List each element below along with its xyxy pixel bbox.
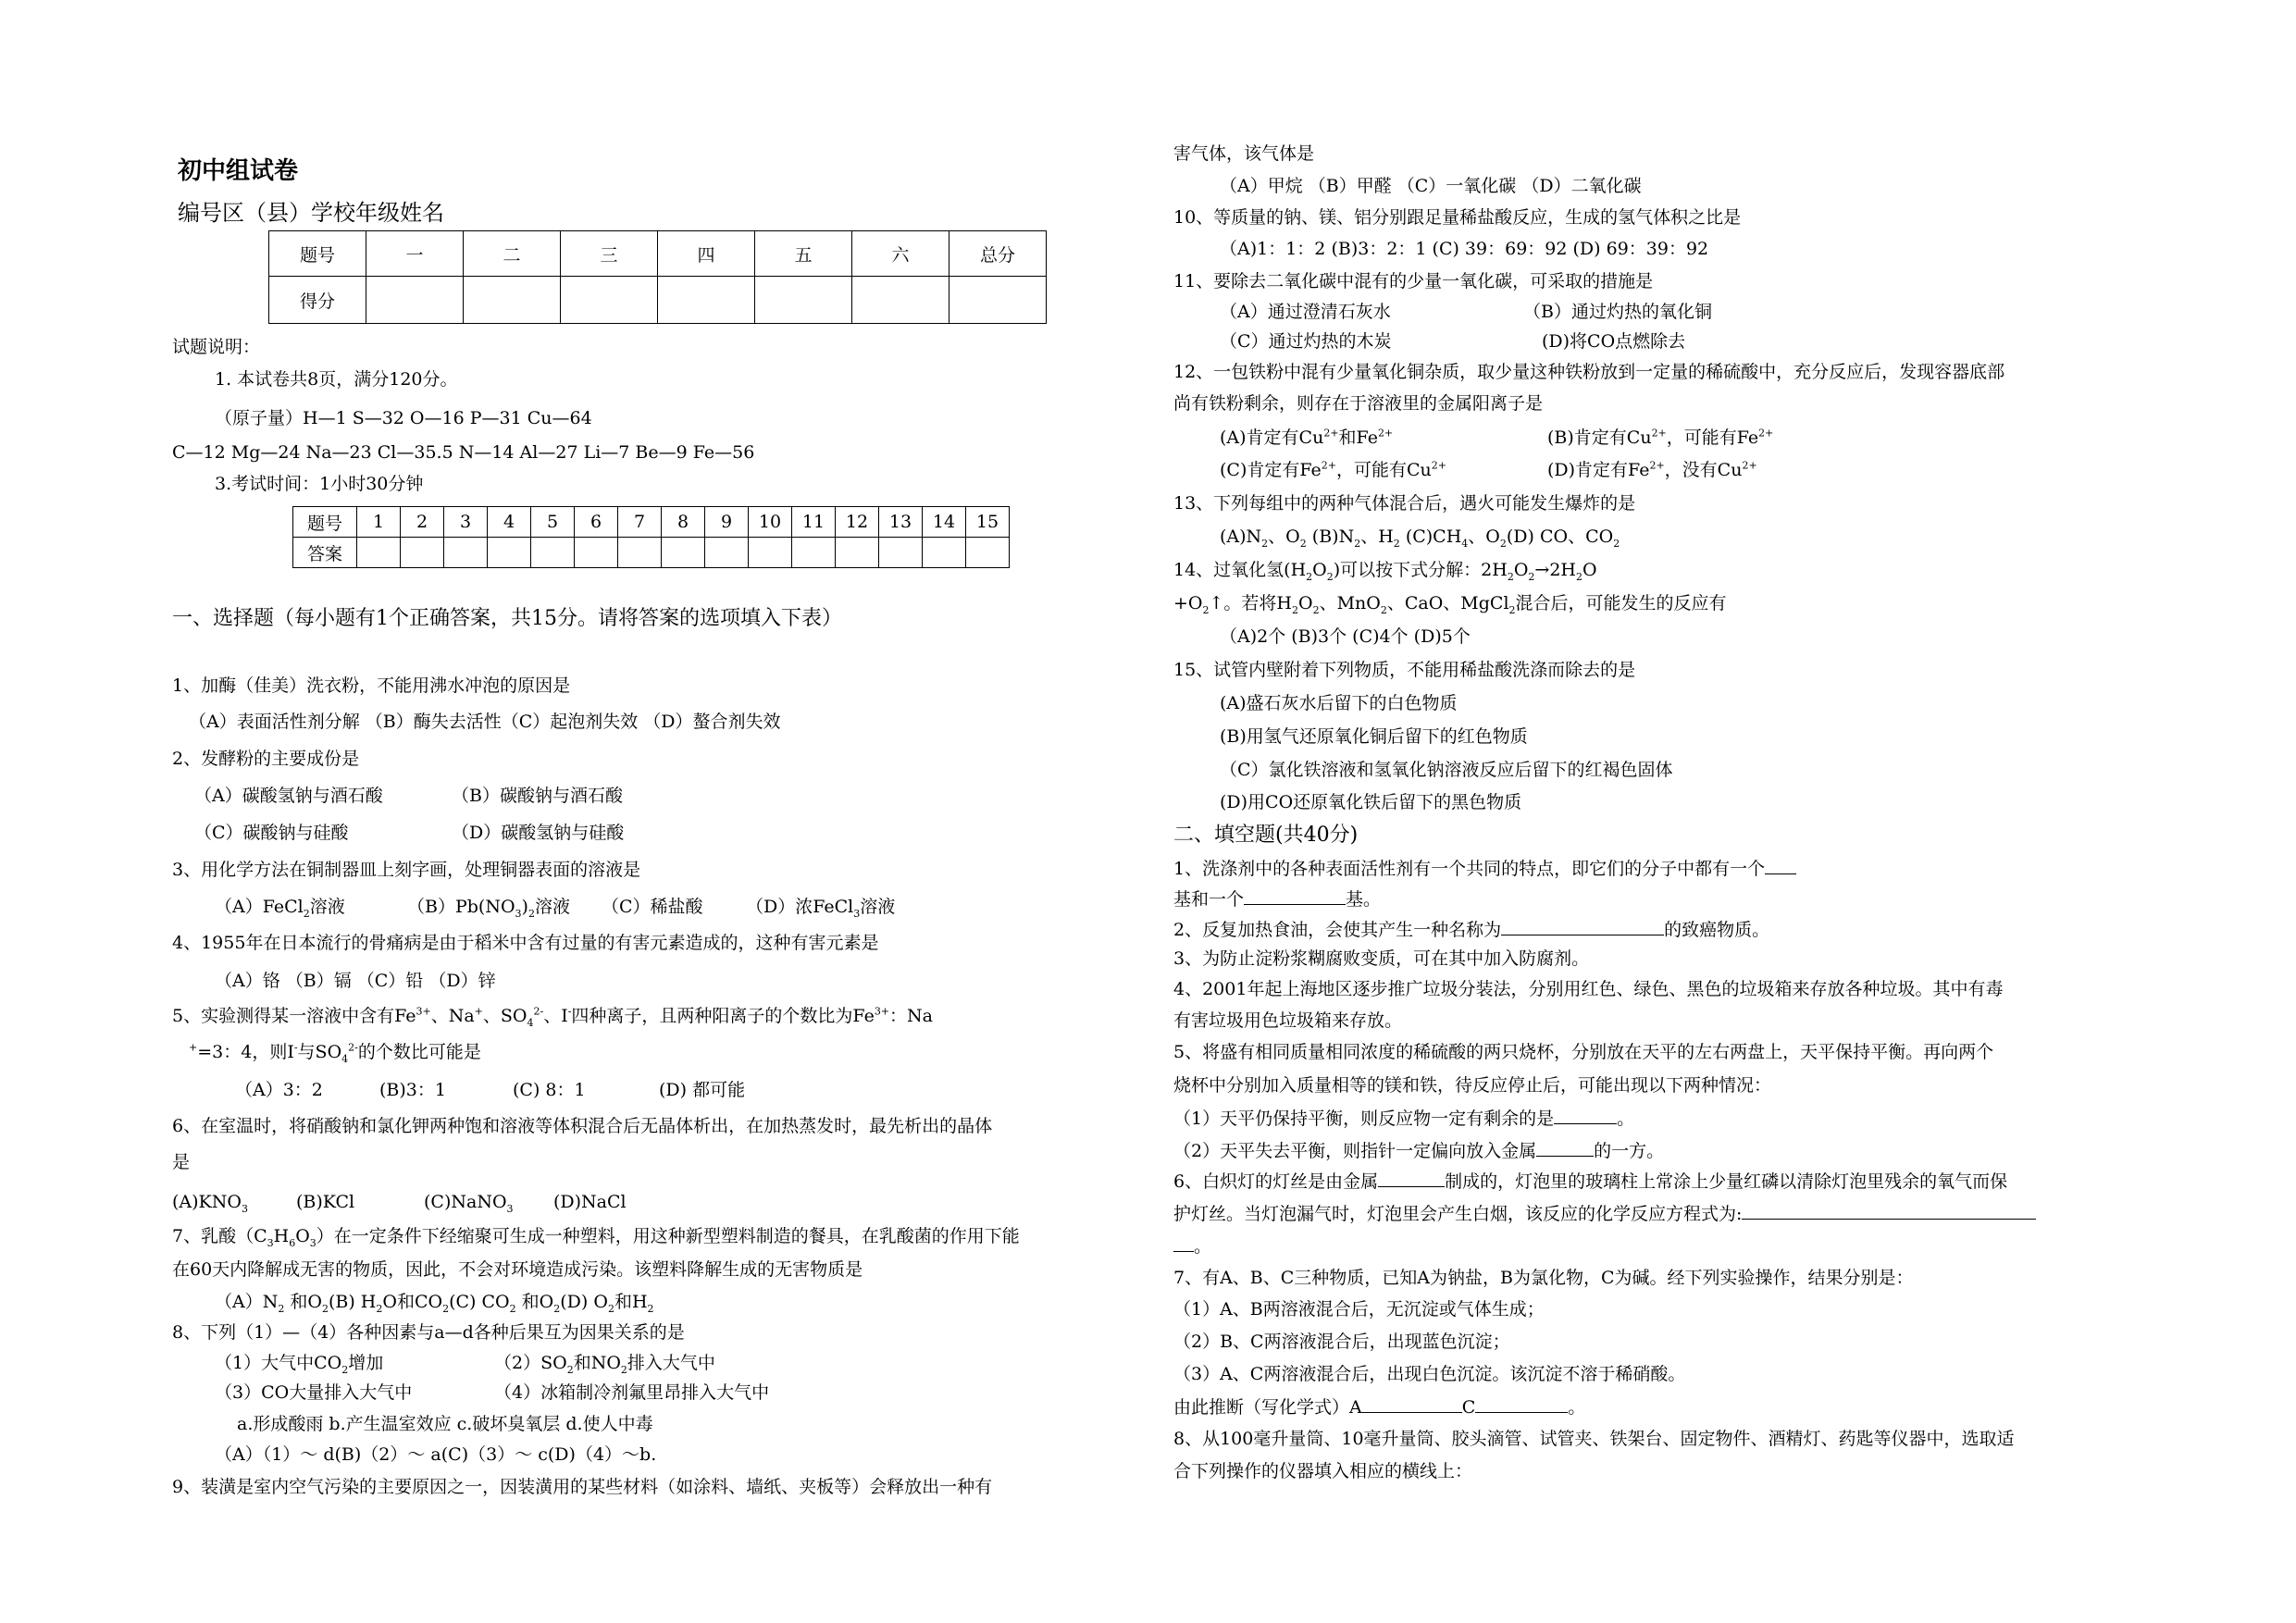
question-option: (B)3：1 (379, 1080, 446, 1100)
question-option: （C）氯化铁溶液和氢氧化钠溶液反应后留下的红褐色固体 (1220, 760, 1673, 780)
score-input-cell[interactable] (366, 277, 464, 324)
question-cont: $+O_2↑$。若将$H_2O_2$、MnO$_2$、CaO、MgCl$_2$混合后，可能发生的反应有 (1173, 593, 1727, 616)
question: 8、下列（1）—（4）各种因素与a—d各种后果互为因果关系的是 (172, 1322, 685, 1343)
question-option: (B)KCl (296, 1192, 355, 1212)
question-option: (B)肯定有$Cu^{2+}$，可能有$Fe^{2+}$ (1547, 427, 1774, 448)
answer-number-cell: 9 (705, 507, 749, 538)
question-option: (D)将CO点燃除去 (1542, 331, 1686, 352)
question-option: （C）稀盐酸 (602, 897, 703, 917)
answer-number-cell: 3 (444, 507, 488, 538)
question-cont: 基和一个 基。 (1173, 889, 1382, 910)
question-option: （C）通过灼热的木炭 (1220, 331, 1392, 352)
question: 6、白炽灯的灯丝是由金属 制成的，灯泡里的玻璃柱上常涂上少量红磷以清除灯泡里残余的氧气而保 (1173, 1171, 2008, 1192)
question: 9、装潢是室内空气污染的主要原因之一，因装潢用的某些材料（如涂料、墙纸、夹板等）会释放出一种有 (172, 1477, 993, 1497)
question: 4、1955年在日本流行的骨痛病是由于稻米中含有过量的有害元素造成的，这种有害元素是 (172, 933, 879, 953)
question: 7、有A、B、C三种物质，已知A为钠盐，B为氯化物，C为碱。经下列实验操作，结果分别是： (1173, 1268, 1914, 1288)
question-cont: 护灯丝。当灯泡漏气时，灯泡里会产生白烟，该反应的化学反应方程式为: (1173, 1204, 2036, 1223)
fill-blank[interactable] (1765, 859, 1796, 874)
question-cont: 尚有铁粉剩余，则存在于溶液里的金属阳离子是 (1173, 393, 1544, 414)
question: 4、2001年起上海地区逐步推广垃圾分装法，分别用红色、绿色、黑色的垃圾箱来存放各种垃圾。其中有毒 (1173, 979, 2004, 999)
answer-input-cell[interactable] (575, 538, 618, 568)
question: 6、在室温时，将硝酸钠和氯化钾两种饱和溶液等体积混合后无晶体析出，在加热蒸发时，最先析出的晶体 (172, 1116, 993, 1136)
question-option: （C）碳酸钠与硅酸 (194, 823, 349, 843)
question-option: （B）通过灼热的氧化铜 (1523, 302, 1712, 322)
answer-table (292, 506, 1010, 568)
answer-number-cell: 10 (749, 507, 792, 538)
question: 15、试管内壁附着下列物质，不能用稀盐酸洗涤而除去的是 (1173, 660, 1636, 680)
question-option: (A)肯定有$Cu^{2+}$和$Fe^{2+}$ (1220, 427, 1394, 448)
question: 14、过氧化氢$(H_2O_2)$可以按下式分解：$2H_2O_2\to 2H_2O$ (1173, 560, 1597, 583)
fill-blank[interactable] (1536, 1141, 1594, 1157)
answer-header-cell: 题号 (293, 507, 357, 538)
question-option: （D）浓FeCl$_3$溶液 (746, 897, 896, 920)
question: 5、将盛有相同质量相同浓度的稀硫酸的两只烧杯，分别放在天平的左右两盘上，天平保持平衡。再向两个 (1173, 1042, 1994, 1062)
answer-number-cell: 5 (531, 507, 575, 538)
question: 1、加酶（佳美）洗衣粉，不能用沸水冲泡的原因是 (172, 675, 571, 696)
score-table-row (269, 231, 1047, 277)
answer-number-cell: 7 (618, 507, 662, 538)
answer-input-cell[interactable] (401, 538, 444, 568)
question-option: $(2)SO_2$和$NO_2$排入大气中 (494, 1353, 715, 1376)
question: 10、等质量的钠、镁、铝分别跟足量稀盐酸反应，生成的氢气体积之比是 (1173, 207, 1742, 228)
question-option: （A）FeCl$_2$溶液 (215, 897, 345, 920)
answer-input-cell[interactable] (531, 538, 575, 568)
answer-input-cell[interactable] (966, 538, 1010, 568)
question: 2、反复加热食油，会使其产生一种名称为 的致癌物质。 (1173, 920, 1770, 940)
question-option: (B)用氢气还原氧化铜后留下的红色物质 (1220, 726, 1528, 747)
fill-blank[interactable] (1362, 1397, 1462, 1413)
question-option: (C)肯定有$Fe^{2+}$，可能有$Cu^{2+}$ (1220, 459, 1446, 480)
answer-input-cell[interactable] (662, 538, 705, 568)
info-line: 编号区（县）学校年级姓名 (178, 200, 444, 226)
instructions-item: 3.考试时间：1小时30分钟 (215, 474, 424, 494)
atomic-mass-line: （原子量）H—1 S—32 O—16 P—31 Cu—64 (215, 408, 592, 428)
instructions-heading: 试题说明： (172, 337, 261, 357)
question-option: (D)NaCl (553, 1192, 627, 1212)
answer-number-cell: 12 (836, 507, 879, 538)
answer-number-cell: 2 (401, 507, 444, 538)
page-title: 初中组试卷 (178, 157, 299, 185)
answer-input-cell[interactable] (836, 538, 879, 568)
score-cell: 总分 (949, 231, 1047, 277)
score-input-cell[interactable] (852, 277, 949, 324)
question-sub: 由此推断（写化学式）A C 。 (1173, 1397, 1586, 1418)
question-options: $(A)N_2$、$O_2$ $(B)N_2$、$H_2$ $(C)CH_4$、$O_2(D)$ CO、$CO_2$ (1220, 527, 1620, 550)
question-cont: 在60天内降解成无害的物质，因此，不会对环境造成污染。该塑料降解生成的无害物质是 (172, 1259, 863, 1280)
question: 13、下列每组中的两种气体混合后，遇火可能发生爆炸的是 (1173, 493, 1636, 514)
answer-number-cell: 8 (662, 507, 705, 538)
question-option: （B）碳酸钠与酒石酸 (452, 786, 623, 806)
score-table (268, 230, 1047, 324)
question: 11、要除去二氧化碳中混有的少量一氧化碳，可采取的措施是 (1173, 271, 1654, 291)
score-input-cell[interactable] (658, 277, 755, 324)
section-heading: 二、填空题(共40分) (1173, 824, 1359, 847)
question-option: (C)NaNO$_3$ (424, 1192, 514, 1215)
answer-label-cell: 答案 (293, 538, 357, 568)
fill-blank[interactable] (1173, 1236, 1194, 1252)
fill-blank[interactable] (1475, 1397, 1568, 1413)
question: 5、实验测得某一溶液中含有$Fe^{3+}$、Na+、$SO_4^{2-}$、I-四种离子，且两种阳离子的个数比为$Fe^{3+}$：Na (172, 1005, 933, 1029)
fill-blank[interactable] (1378, 1171, 1445, 1187)
score-cell: 四 (658, 231, 755, 277)
answer-input-cell[interactable] (618, 538, 662, 568)
question-options: （A)2个 (B)3个 (C)4个 (D)5个 (1220, 626, 1471, 647)
question-sub: （2）天平失去平衡，则指针一定偏向放入金属 的一方。 (1173, 1141, 1665, 1161)
question-option: （A）3：2 (235, 1080, 323, 1100)
score-table-row (269, 277, 1047, 324)
score-cell: 五 (755, 231, 852, 277)
answer-number-cell: 15 (966, 507, 1010, 538)
score-cell: 一 (366, 231, 464, 277)
fill-blank[interactable] (1501, 920, 1664, 935)
question: 7、乳酸$(C_3H_6O_3)$在一定条件下经缩聚可生成一种塑料，用这种新型塑料制造的餐具，在乳酸菌的作用下能 (172, 1226, 1020, 1249)
question-options: $(A)N_2$ 和$O_2(B)$ $H_2O$和$CO_2(C)$ $CO_2$ 和$O_2(D)$ $O_2$和$H_2$ (215, 1292, 654, 1315)
question-option: （4）冰箱制冷剂氟里昂排入大气中 (494, 1382, 770, 1403)
answer-number-cell: 14 (923, 507, 966, 538)
question-sub: （1）A、B两溶液混合后，无沉淀或气体生成； (1173, 1299, 1545, 1319)
fill-blank[interactable] (1554, 1109, 1617, 1124)
answer-input-cell[interactable] (792, 538, 836, 568)
answer-input-cell[interactable] (705, 538, 749, 568)
question-cont: 有害垃圾用色垃圾箱来存放。 (1173, 1010, 1403, 1031)
question-options: （A）甲烷 （B）甲醛 （C）一氧化碳 （D）二氧化碳 (1220, 176, 1642, 196)
answer-input-cell[interactable] (488, 538, 531, 568)
question-option: (D)肯定有$Fe^{2+}$，没有$Cu^{2+}$ (1547, 459, 1757, 480)
score-cell: 题号 (269, 231, 366, 277)
question-option: (D) 都可能 (659, 1080, 746, 1100)
answer-input-cell[interactable] (923, 538, 966, 568)
answer-table-row (293, 538, 1010, 568)
question-cont: 合下列操作的仪器填入相应的横线上： (1173, 1461, 1473, 1481)
atomic-mass-line: C—12 Mg—24 Na—23 Cl—35.5 N—14 Al—27 Li—7 Be—9 Fe—56 (172, 442, 755, 463)
question-cont: 害气体，该气体是 (1173, 143, 1315, 164)
question-option: （D）碳酸氢钠与硅酸 (452, 823, 625, 843)
question-option: (A)盛石灰水后留下的白色物质 (1220, 693, 1458, 713)
instructions-item: 1. 本试卷共8页，满分120分。 (215, 369, 458, 390)
question-cont: 。 (1173, 1236, 1211, 1256)
question: 3、用化学方法在铜制器皿上刻字画，处理铜器表面的溶液是 (172, 860, 641, 880)
answer-input-cell[interactable] (879, 538, 923, 568)
question-option: （1）大气中$CO_2$增加 (215, 1353, 384, 1376)
question-option: （3）CO大量排入大气中 (215, 1382, 413, 1403)
score-input-cell[interactable] (949, 277, 1047, 324)
answer-input-cell[interactable] (357, 538, 401, 568)
question: 2、发酵粉的主要成份是 (172, 749, 360, 769)
score-cell: 六 (852, 231, 949, 277)
answer-input-cell[interactable] (749, 538, 792, 568)
answer-input-cell[interactable] (444, 538, 488, 568)
question-option: (D)用CO还原氧化铁后留下的黑色物质 (1220, 792, 1522, 812)
question: 1、洗涤剂中的各种表面活性剂有一个共同的特点，即它们的分子中都有一个 (1173, 859, 1796, 878)
answer-number-cell: 6 (575, 507, 618, 538)
question-sub: （3）A、C两溶液混合后，出现白色沉淀。该沉淀不溶于稀硝酸。 (1173, 1364, 1686, 1384)
fill-blank[interactable] (1244, 889, 1346, 905)
question-options: （A）（1）～ d(B)（2）～ a(C)（3）～ c(D)（4）～b. (215, 1444, 657, 1465)
question-option: (C) 8：1 (513, 1080, 586, 1100)
question-sub: （1）天平仍保持平衡，则反应物一定有剩余的是 。 (1173, 1109, 1635, 1129)
section-heading: 一、选择题（每小题有1个正确答案，共15分。请将答案的选项填入下表） (172, 607, 842, 630)
question-option: （A）碳酸氢钠与酒石酸 (194, 786, 383, 806)
question-options: （A）铬 （B）镉 （C）铅 （D）锌 (215, 971, 496, 991)
score-input-cell[interactable] (755, 277, 852, 324)
question-cont: +=3：4，则I-与$SO_4^{2-}$的个数比可能是 (189, 1041, 481, 1065)
answer-number-cell: 11 (792, 507, 836, 538)
score-cell: 三 (561, 231, 658, 277)
score-cell: 二 (464, 231, 561, 277)
question: 12、一包铁粉中混有少量氧化铜杂质，取少量这种铁粉放到一定量的稀硫酸中，充分反应后，发现容器底部 (1173, 362, 2005, 382)
question-option: $(A)KNO_3$ (172, 1192, 248, 1215)
question-effects: a.形成酸雨 b.产生温室效应 c.破坏臭氧层 d.使人中毒 (237, 1414, 653, 1434)
question-option: $(B)Pb(NO_3)_2$溶液 (407, 897, 570, 920)
answer-number-cell: 4 (488, 507, 531, 538)
score-label-cell: 得分 (269, 277, 366, 324)
question-cont: 烧杯中分别加入质量相等的镁和铁，待反应停止后，可能出现以下两种情况： (1173, 1075, 1772, 1096)
answer-number-cell: 13 (879, 507, 923, 538)
answer-table-row (293, 507, 1010, 538)
question-options: （A)1：1：2 (B)3：2：1 (C) 39：69：92 (D) 69：39：92 (1220, 239, 1709, 259)
question: 3、为防止淀粉浆糊腐败变质，可在其中加入防腐剂。 (1173, 948, 1590, 969)
question-cont: 是 (172, 1152, 191, 1172)
fill-blank[interactable] (1742, 1204, 2036, 1220)
question-options: （A）表面活性剂分解 （B）酶失去活性（C）起泡剂失效 （D）螯合剂失效 (189, 712, 781, 732)
score-input-cell[interactable] (464, 277, 561, 324)
question: 8、从100毫升量筒、10毫升量筒、胶头滴管、试管夹、铁架台、固定物件、酒精灯、药匙等仪器中，选取适 (1173, 1429, 2015, 1449)
score-input-cell[interactable] (561, 277, 658, 324)
question-sub: （2）B、C两溶液混合后，出现蓝色沉淀； (1173, 1332, 1510, 1352)
answer-number-cell: 1 (357, 507, 401, 538)
question-option: （A）通过澄清石灰水 (1220, 302, 1391, 322)
